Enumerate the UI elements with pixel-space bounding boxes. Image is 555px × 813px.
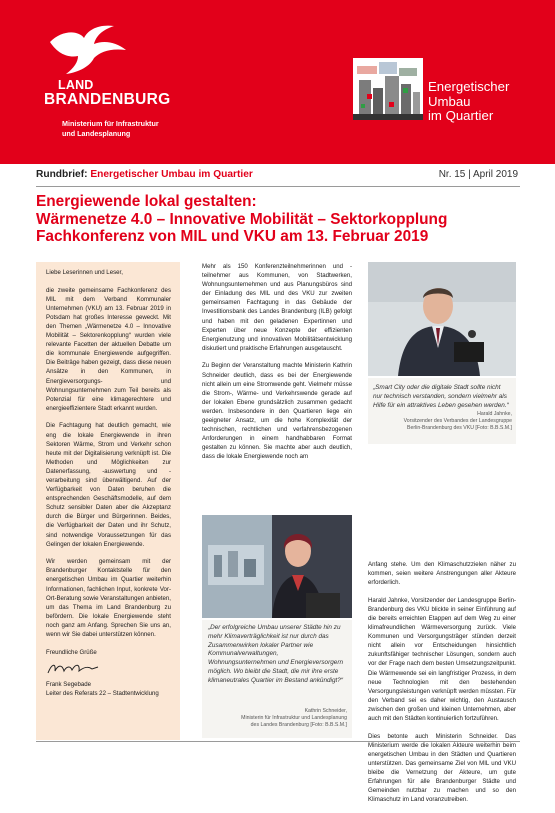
photo-speaker-jahnke <box>368 262 516 376</box>
article-paragraph: Zu Beginn der Veranstaltung machte Ministerin Kathrin Schneider deutlich, dass es bei der Energiewende nicht allein um eine Stromwende geht. Vielmehr müsse die Strom-, Wärme- und Verkehrswende gerade auf der lokalen Ebene grundsätzlich zusammen gedacht werden. Insbesondere in den Quartieren liege ein geeigneter Ansatz, um die hohe Komplexität der technischen, rechtlichen und verfahrensbezogenen Anforderungen in einem handhabbaren Format gestalten zu können. Sie machte aber auch deutlich, dass die lokale Energiewende noch am <box>202 362 352 461</box>
quote-jahnke <box>368 378 516 444</box>
quote-text: „Smart City oder die digitale Stadt sollte nicht nur technisch verstanden, sondern vielmehr als Hilfe für ein attraktives Leben gesehen werden.“ <box>373 384 509 409</box>
ministry-line: Ministerium für Infrastruktur <box>62 119 159 128</box>
caption-line: Ministerin für Infrastruktur und Landesplanung <box>241 715 347 722</box>
article-paragraph: Harald Jahnke, Vorsitzender der Landesgruppe Berlin-Brandenburg des VKU blickte in seiner Einführung auf die bereits erreichten Etappen auf dem Weg zu einer klimafreundlichen Wärmeversorgung zurück. Viele Kommunen und Versorgungsträger stünden derzeit nicht allein vor Entscheidungen hinsichtlich zukunftsfähiger technischer Lösungen, sondern auch vor der Frage nach dem besten Umsetzungszeitpunkt. Die Wärmewende sei ein langfristiger Prozess, in dem neue Technologien mit den bestehenden Versorgungsleistungen verknüpft werden müssten. Für den Verband sei es daher wichtig, den Austausch zwischen den großen und kleinen Unternehmen, aber auch mit den Städten kontinuierlich fortzuführen. <box>368 596 516 722</box>
editorial-paragraph: Die Fachtagung hat deutlich gemacht, wie eng die lokale Energiewende in ihren Sektoren Wärme, Strom und Verkehr schon heute mit der Digitalisierung verknüpft ist. Die Methoden und Möglichkeiten zur Datenerfassung, -auswertung und -verarbeitung sind überwältigend. Auf der Verfügbarkeit von Daten beruhen die entsprechenden Geschäftsmodelle, auf dem Schutz sensibler Daten aber die Akzeptanz durch die Bürger und Bürgerinnen. Beides, die Verfügbarkeit der Daten und ihr Schutz, sind notwendige Voraussetzungen für das Gelingen der lokalen Energiewende. <box>46 422 171 548</box>
caption-line: Berlin-Brandenburg des VKU [Foto: B.B.S.M.] <box>407 425 512 432</box>
newsletter-subtitle: Energetischer Umbau im Quartier <box>90 169 253 180</box>
newsletter-label-prefix: Rundbrief: <box>36 169 88 180</box>
caption-line: Harald Jahnke, <box>477 411 512 417</box>
article-column-2 <box>202 262 352 470</box>
project-title-line: im Quartier <box>428 108 494 123</box>
state-label-big: BRANDENBURG <box>44 91 171 108</box>
quote-schneider <box>202 620 352 738</box>
page-header <box>0 0 555 164</box>
headline-line: Wärmenetze 4.0 – Innovative Mobilität – Sektorkopplung <box>36 210 448 228</box>
article-paragraph: Mehr als 150 Konferenzteilnehmerinnen und -teilnehmer aus Kommunen, von Stadtwerken, Wohnungsunternehmen und aus Planungsbüros sind der Einladung des MIL und des VKU zur zweiten gemeinsamen Fachtagung in das Gebäude der Investitionsbank des Landes Brandenburg (ILB) gefolgt und haben mit den geladenen Expertinnen und Experten über neue Konzepte der effizienten Energienutzung und innovativen Mobilitätsentwicklung diskutiert und praktische Erfahrungen ausgetauscht. <box>202 263 352 352</box>
article-paragraph: Dies betonte auch Ministerin Schneider. Das Ministerium werde die lokalen Akteure weiterhin beim energetischen Umbau in den Städten und Quartieren unterstützen. Das gemeinsame Ziel von MIL und VKU bleibe die Vernetzung der Akteure, um gute Erfahrungen für alle Brandenburger Städte und Gemeinden nutzbar zu machen und so den Klimaschutz im Land voranzutreiben. <box>368 732 516 804</box>
headline-line: Fachkonferenz von MIL und VKU am 13. Februar 2019 <box>36 228 429 245</box>
article-paragraph: Anfang stehe. Um den Klimaschutzzielen näher zu kommen, seien weitere Anstrengungen aller Akteure erforderlich. <box>368 561 516 587</box>
ministry-line: und Landesplanung <box>62 129 131 138</box>
photo-schneider-image <box>202 515 352 618</box>
headline <box>36 193 520 246</box>
caption-line: des Landes Brandenburg [Foto: B.B.S.M.] <box>250 722 347 729</box>
quote-text: „Der erfolgreiche Umbau unserer Städte hin zu mehr Klimaverträglichkeit ist nur durch das Zusammenwirken lokaler Partner wie Kommunalverwaltungen, Wohnungsunternehmen und Energieversorgern möglich. Wo bleibt die Stadt, die mir ihre erste klimaneutrales Quartier im Bestand ankündigt?“ <box>208 624 343 684</box>
caption-line: Vorsitzender des Verbandes der Landesgruppe <box>403 418 512 425</box>
issue-number: Nr. 15 | April 2019 <box>438 169 518 180</box>
project-title-line: Energetischer <box>428 79 510 94</box>
signer-role: Leiter des Referats 22 – Stadtentwicklung <box>46 689 159 697</box>
divider <box>36 186 520 187</box>
state-label-small: LAND <box>58 78 94 92</box>
photo-jahnke-image <box>368 262 516 376</box>
brandenburg-eagle-icon <box>44 22 134 80</box>
closing: Freundliche Grüße <box>46 648 97 656</box>
newsletter-label <box>36 169 253 180</box>
editorial-paragraph: Wir werden gemeinsam mit der Brandenburger Kontaktstelle für den energetischen Umbau im Quartier weiterhin Informationen, fachlichen Input, konkrete Vor-Ort-Beratung sowie Veranstaltungen anbieten, um das Thema im Land Brandenburg zu befördern. Die lokale Energiewende steht noch ganz am Anfang. Sprechen Sie uns an, wenn wir Sie dabei unterstützen können. <box>46 558 172 638</box>
quote-caption <box>202 708 347 730</box>
divider <box>36 741 520 742</box>
editorial-paragraph: Liebe Leserinnen und Leser, <box>46 269 123 276</box>
headline-line: Energiewende lokal gestalten: <box>36 193 257 210</box>
article-column-3 <box>368 560 516 813</box>
signature-image <box>46 659 106 677</box>
project-title <box>428 80 509 124</box>
editorial-paragraph: die zweite gemeinsame Fachkonferenz des MIL mit dem Verband Kommunaler Unternehmen (VKU) am 13. Februar 2019 in Potsdam hat großes Interesse geweckt. Mit den Themen „Wärmenetze 4.0 – Innovative Mobilität – Sektorenkopplung“ wurden viele relevante Facetten der aktuellen Debatte um die kommunale Energiewende aufgegriffen. Die Beiträge haben gezeigt, dass diese neuen Ansätze in den Kommunen, in Energieversorgungs- und Wohnungsunternehmen zum Teil bereits als Potenzial für eine klimagerechtere und energieeffizientere Stadt erkannt wurden. <box>46 286 171 412</box>
quote-caption <box>372 411 512 433</box>
photo-speaker-schneider <box>202 515 352 618</box>
editorial-box <box>36 262 180 740</box>
signer-name: Frank Segebade <box>46 680 92 688</box>
ministry-name <box>62 119 159 139</box>
energetic-umbau-logo-icon <box>353 58 423 120</box>
project-title-line: Umbau <box>428 93 471 109</box>
caption-line: Kathrin Schneider, <box>304 708 347 714</box>
